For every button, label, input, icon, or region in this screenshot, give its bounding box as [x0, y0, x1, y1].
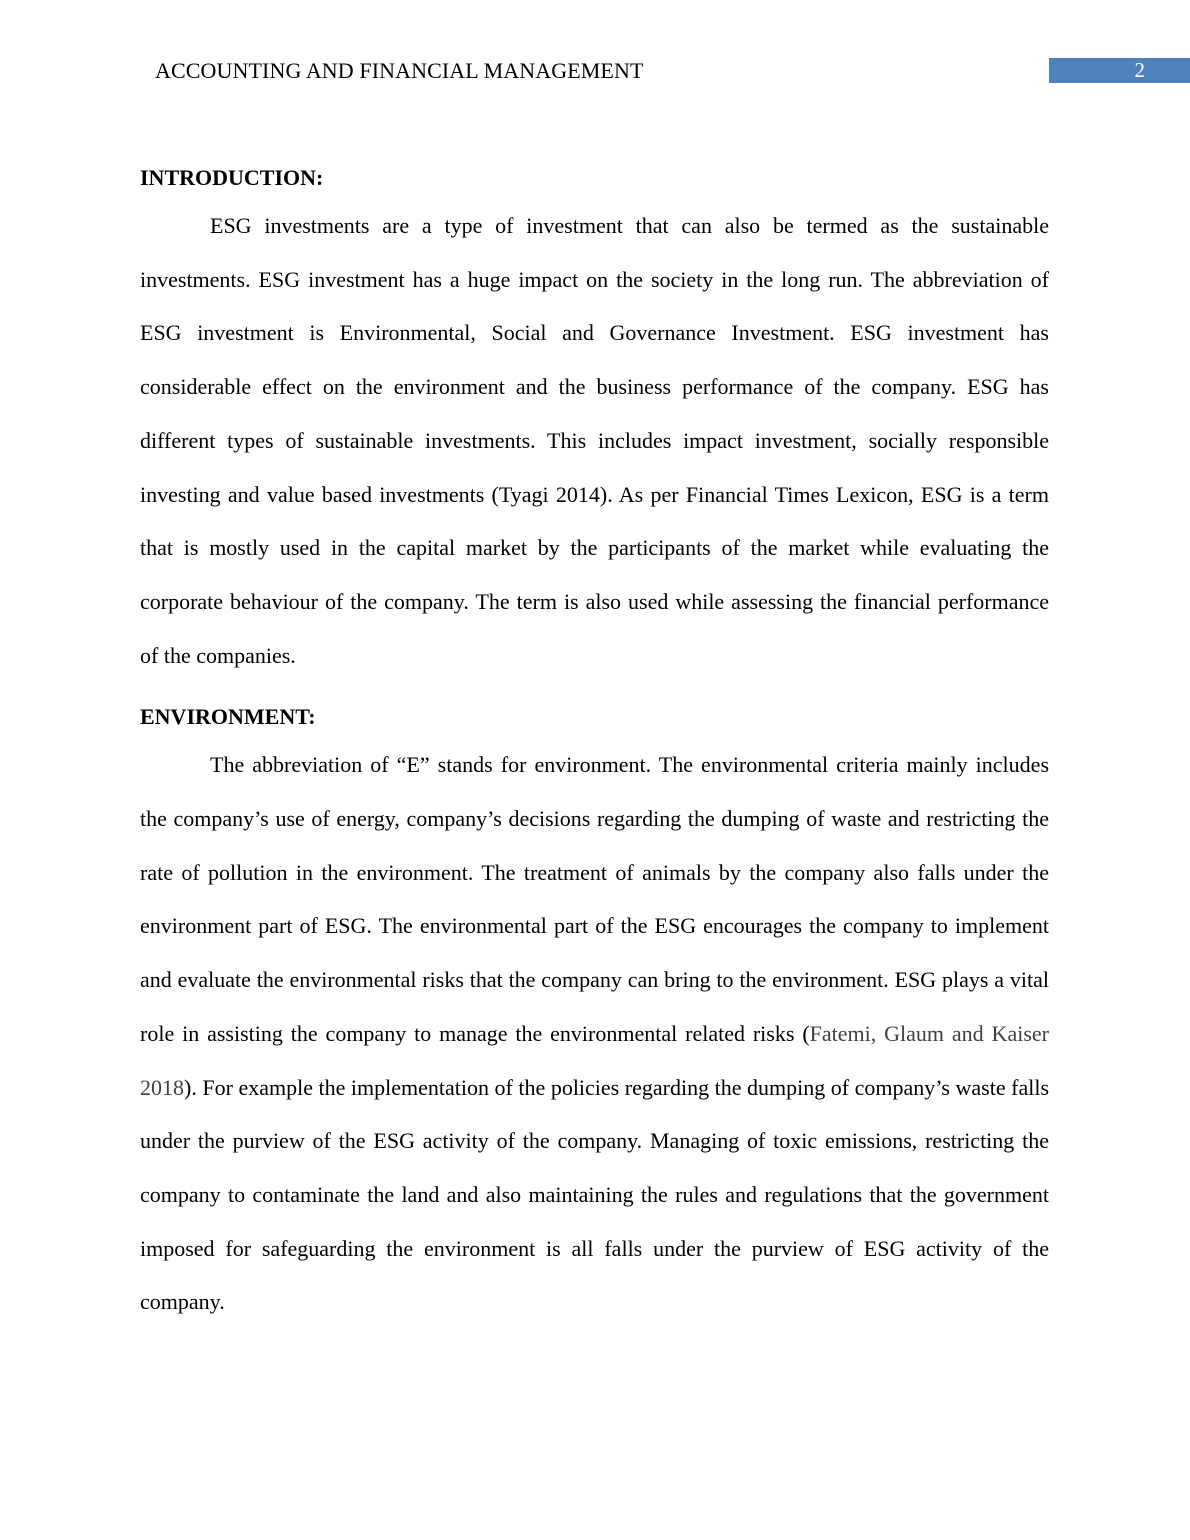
running-header-title: ACCOUNTING AND FINANCIAL MANAGEMENT — [155, 58, 644, 83]
environment-paragraph-part1: The abbreviation of “E” stands for environment. The environmental criteria mainly includes the company’s use of energy, company’s decisions regarding the dumping of waste and restricting the rate of pollution in the environment. The treatment of animals by the company also falls under the environment part of ESG. The environmental part of the ESG encourages the company to implement and evaluate the environmental risks that the company can bring to the environment. ESG plays a vital role in assisting the company to manage the environmental related risks ( — [140, 752, 1049, 1046]
citation-fatemi: Fatemi, Glaum and Kaiser 2018 — [140, 1020, 1049, 1100]
environment-paragraph-part2: ). For example the implementation of the policies regarding the dumping of company’s waste falls under the purview of the ESG activity of the company. Managing of toxic emissions, restricting the company to contaminate the land and also maintaining the rules and regulations that the government imposed for safeguarding the environment is all falls under the purview of ESG activity of the company. — [140, 1074, 1049, 1315]
page-number: 2 — [1134, 58, 1145, 82]
document-body — [140, 160, 1049, 1329]
environment-heading: ENVIRONMENT: — [140, 704, 316, 730]
environment-paragraph — [140, 738, 1049, 1329]
introduction-paragraph: ESG investments are a type of investment that can also be termed as the sustainable investments. ESG investment has a huge impact on the society in the long run. The abbreviation of ESG investment is Environmental, Social and Governance Investment. ESG investment has considerable effect on the environment and the business performance of the company. ESG has different types of sustainable investments. This includes impact investment, socially responsible investing and value based investments (Tyagi 2014). As per Financial Times Lexicon, ESG is a term that is mostly used in the capital market by the participants of the market while evaluating the corporate behaviour of the company. The term is also used while assessing the financial performance of the companies. — [140, 213, 1049, 668]
introduction-heading: INTRODUCTION: — [140, 165, 324, 190]
page-number-badge — [1049, 58, 1190, 83]
